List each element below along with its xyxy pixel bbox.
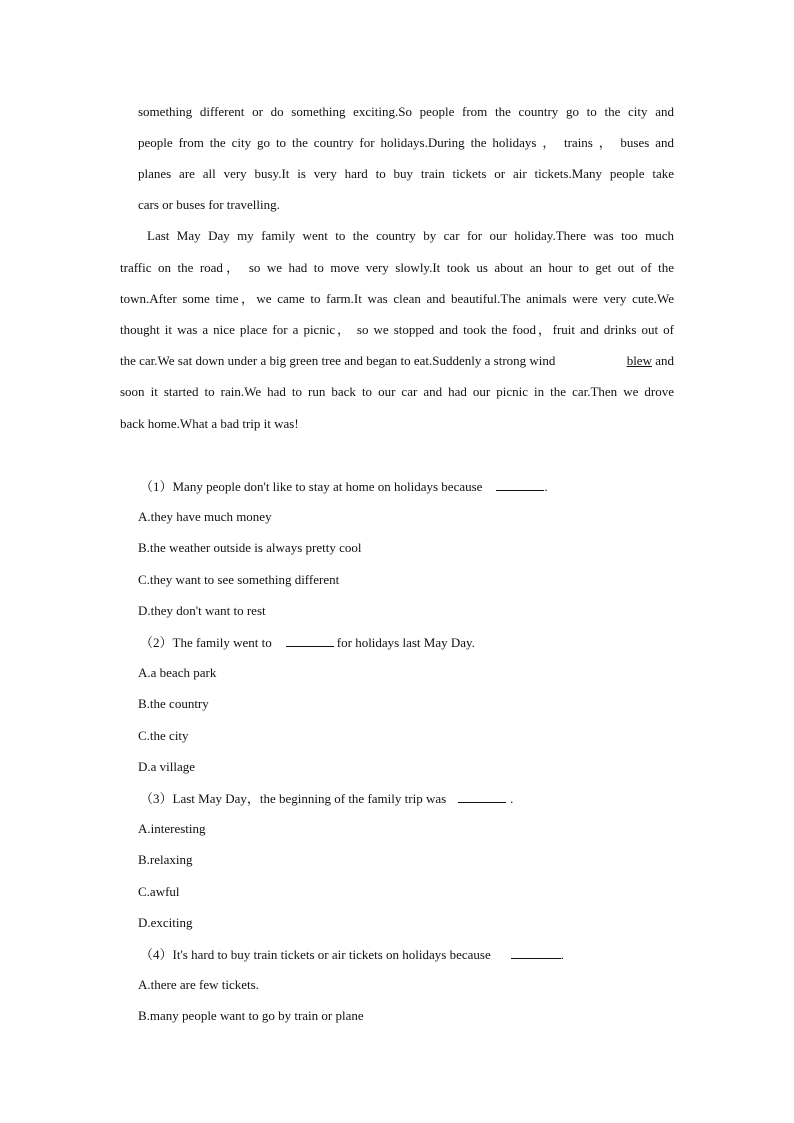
passage-line: something different or do something exciting.So people from the country go to the city and <box>138 104 674 119</box>
passage-line: traffic on the road， so we had to move very slowly.It took us about an hour to get out of the <box>120 260 674 275</box>
option: A.a beach park <box>138 665 217 680</box>
option: C.awful <box>138 884 180 899</box>
option: A.there are few tickets. <box>138 977 259 992</box>
question-text: . <box>560 947 564 962</box>
passage-line: town.After some time，we came to farm.It was clean and beautiful.The animals were very cute.We <box>120 291 674 306</box>
question-stem <box>140 478 548 495</box>
passage-line: Last May Day my family went to the country by car for our holiday.There was too much <box>147 228 674 243</box>
answer-blank <box>511 946 561 959</box>
passage-text: and <box>651 353 674 368</box>
option: B.relaxing <box>138 852 193 867</box>
option: B.the country <box>138 696 209 711</box>
passage-line <box>120 353 674 369</box>
underlined-word: blew <box>626 353 652 368</box>
question-stem <box>140 634 475 651</box>
question-text: for holidays last May Day. <box>336 635 475 650</box>
option: C.they want to see something different <box>138 572 340 587</box>
passage-line: thought it was a nice place for a picnic， so we stopped and took the food，fruit and drinks out of <box>120 322 674 337</box>
answer-blank <box>286 634 334 647</box>
option: C.the city <box>138 728 189 743</box>
question-stem <box>140 790 513 807</box>
answer-blank <box>496 478 544 491</box>
option: D.they don't want to rest <box>138 603 266 618</box>
question-stem <box>140 946 564 963</box>
passage-line: people from the city go to the country for holidays.During the holidays ， trains ， buses and <box>138 135 674 150</box>
question-text: . <box>544 479 548 494</box>
answer-blank <box>458 790 506 803</box>
passage-text: the car.We sat down under a big green tree and began to eat.Suddenly a strong wind <box>120 353 556 368</box>
passage-line: planes are all very busy.It is very hard to buy train tickets or air tickets.Many people take <box>138 166 674 181</box>
question-text: （1）Many people don't like to stay at home on holidays because <box>140 479 483 494</box>
passage-line: back home.What a bad trip it was! <box>120 416 299 431</box>
passage-line: soon it started to rain.We had to run back to our car and had our picnic in the car.Then we drove <box>120 384 674 399</box>
option: A.they have much money <box>138 509 272 524</box>
option: B.many people want to go by train or plane <box>138 1008 364 1023</box>
option: D.exciting <box>138 915 193 930</box>
passage-line: cars or buses for travelling. <box>138 197 280 212</box>
question-text: （2）The family went to <box>140 635 272 650</box>
question-text: （4）It's hard to buy train tickets or air tickets on holidays because <box>140 947 491 962</box>
option: A.interesting <box>138 821 206 836</box>
option: D.a village <box>138 759 196 774</box>
question-text: （3）Last May Day，the beginning of the family trip was <box>140 791 447 806</box>
question-text: . <box>510 791 514 806</box>
option: B.the weather outside is always pretty cool <box>138 540 362 555</box>
